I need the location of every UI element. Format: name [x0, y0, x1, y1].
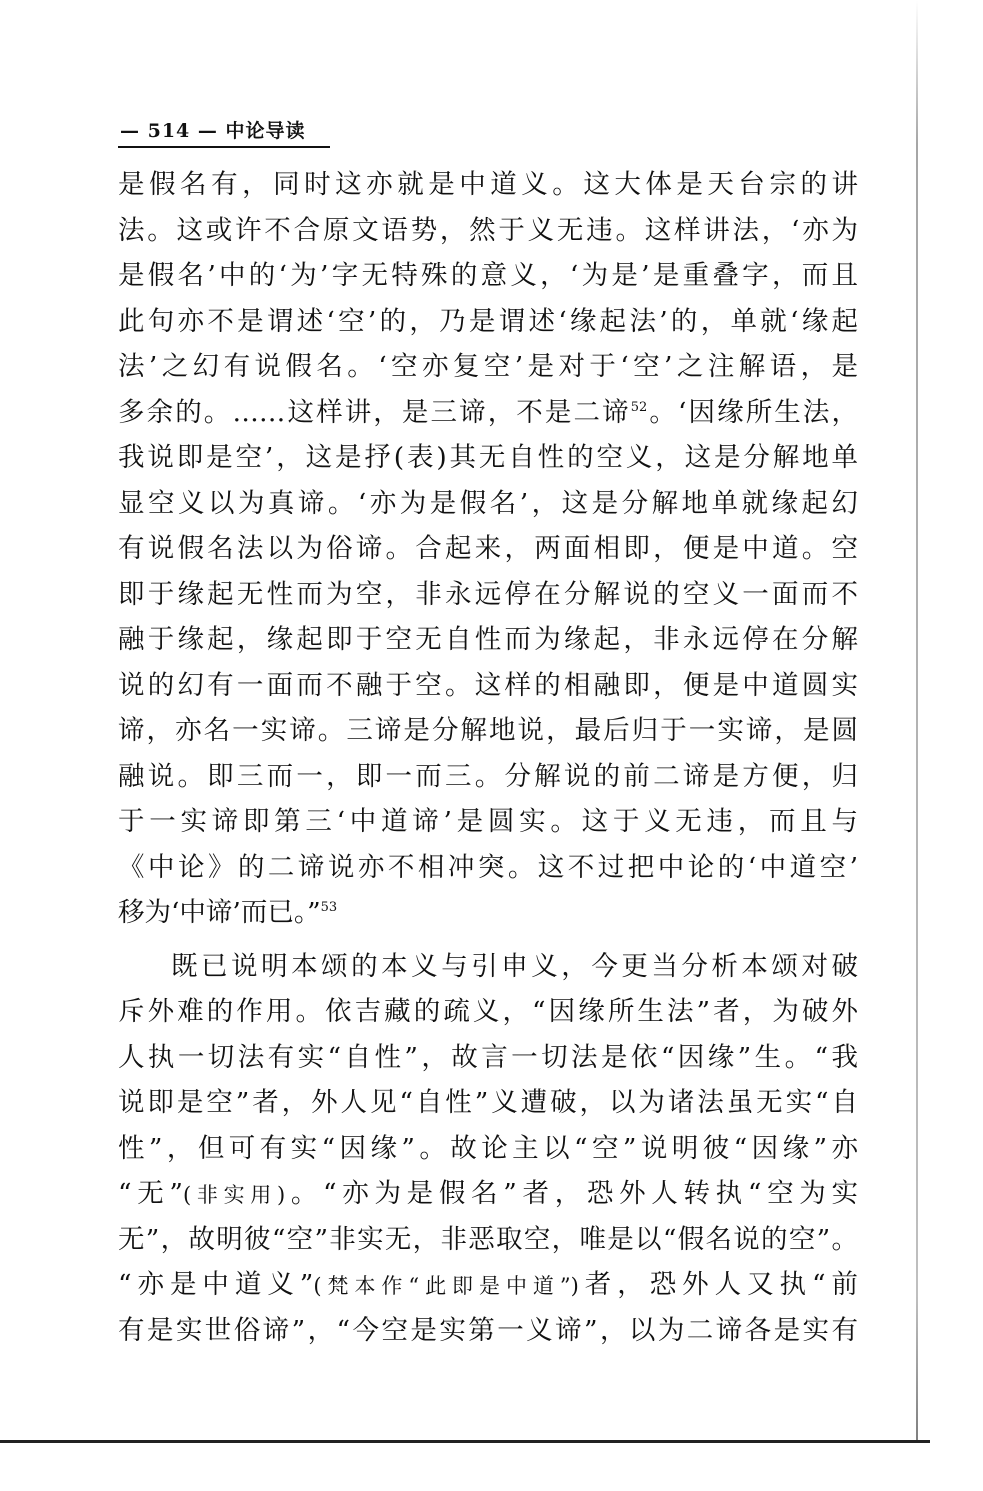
- text-line: 是假名有，同时这亦就是中道义。这大体是天台宗的讲: [118, 169, 858, 200]
- text-segment-small: (梵本作“此即是中道”): [313, 1274, 579, 1298]
- text-segment: 移为‘中谛’而已。”: [118, 897, 321, 928]
- text-line: 说即是空”者，外人见“自性”义遭破，以为诸法虽无实“自: [118, 1087, 858, 1118]
- text-line: 法’之幻有说假名。‘空亦复空’是对于‘空’之注解语，是: [118, 351, 858, 382]
- text-line: 人执一切法有实“自性”，故言一切法是依“因缘”生。“我: [118, 1041, 858, 1073]
- text-line: 有是实世俗谛”，“今空是实第一义谛”，以为二谛各是实有: [118, 1314, 858, 1346]
- text-segment: “亦是中道义”: [118, 1269, 314, 1300]
- text-line: 谛，亦名一实谛。三谛是分解地说，最后归于一实谛，是圆: [118, 715, 858, 746]
- text-line: 显空义以为真谛。‘亦为是假名’，这是分解地单就缘起幻: [118, 487, 858, 519]
- text-line: [118, 1171, 858, 1217]
- text-segment: “无”: [118, 1178, 183, 1209]
- text-line: 斥外难的作用。依吉藏的疏义，“因缘所生法”者，为破外: [118, 996, 858, 1027]
- footnote-marker-52: 52: [630, 399, 648, 415]
- running-head: — 514 — 中论导读: [120, 120, 306, 142]
- text-line: 无”，故明彼“空”非实无，非恶取空，唯是以“假名说的空”。: [118, 1223, 858, 1255]
- footnote-marker-53: 53: [320, 900, 338, 916]
- text-line: 我说即是空’，这是抒(表)其无自性的空义，这是分解地单: [118, 442, 858, 473]
- page-edge-right: [916, 0, 918, 1440]
- text-line: 即于缘起无性而为空，非永远停在分解说的空义一面而不: [118, 578, 858, 610]
- paragraph-gap: [118, 936, 858, 944]
- body-text: [118, 162, 858, 1353]
- page-edge-bottom: [0, 1440, 930, 1443]
- text-segment: 者，恐外人又执“前: [578, 1269, 858, 1300]
- header-rule: [118, 146, 330, 148]
- text-line: 法。这或许不合原文语势，然于义无违。这样讲法，‘亦为: [118, 214, 858, 246]
- text-line: 既已说明本颂的本义与引申义，今更当分析本颂对破: [171, 950, 858, 982]
- text-line: 性”，但可有实“因缘”。故论主以“空”说明彼“因缘”亦: [118, 1132, 858, 1164]
- text-line: 说的幻有一面而不融于空。这样的相融即，便是中道圆实: [118, 669, 858, 701]
- text-line: [118, 1262, 858, 1308]
- text-line: [118, 390, 858, 436]
- text-line: 此句亦不是谓述‘空’的，乃是谓述‘缘起法’的，单就‘缘起: [118, 305, 858, 337]
- text-line: 融于缘起，缘起即于空无自性而为缘起，非永远停在分解: [118, 624, 858, 655]
- text-segment-small: (非实用): [182, 1183, 286, 1207]
- text-segment: 。“亦为是假名”者，恐外人转执“空为实: [285, 1178, 858, 1209]
- text-line: 于一实谛即第三‘中道谛’是圆实。这于义无违，而且与: [118, 806, 858, 837]
- text-line: 是假名’中的‘为’字无特殊的意义，‘为是’是重叠字，而且: [118, 260, 858, 291]
- text-line: 《中论》的二谛说亦不相冲突。这不过把中论的‘中道空’: [118, 851, 858, 883]
- text-line: 融说。即三而一，即一而三。分解说的前二谛是方便，归: [118, 760, 858, 792]
- text-line: 有说假名法以为俗谛。合起来，两面相即，便是中道。空: [118, 533, 858, 564]
- text-segment: 。‘因缘所生法，: [647, 396, 858, 428]
- text-line: [118, 890, 858, 936]
- text-segment: 多余的。……这样讲，是三谛，不是二谛: [118, 396, 631, 428]
